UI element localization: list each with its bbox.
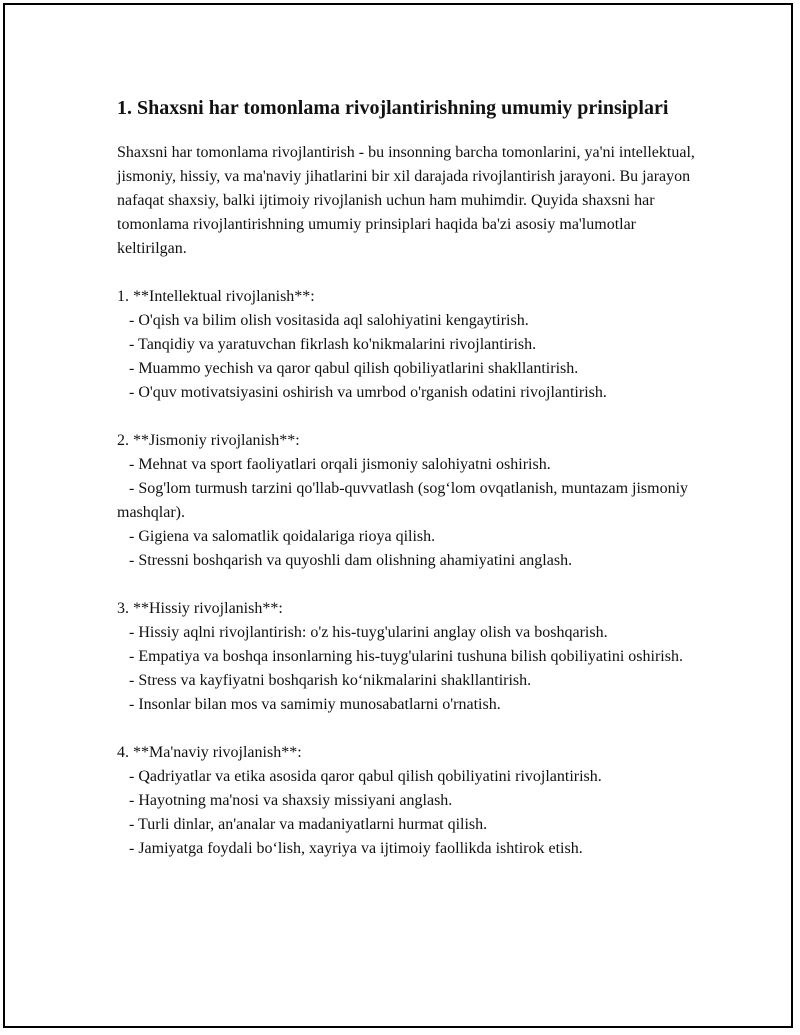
section-emotional bbox=[117, 597, 707, 717]
document-body bbox=[117, 94, 707, 861]
bullet-list bbox=[117, 309, 707, 405]
list-item: - Stressni boshqarish va quyoshli dam olishning ahamiyatini anglash. bbox=[117, 552, 573, 569]
list-item: - Sog'lom turmush tarzini qo'llab-quvvatlash (sog‘lom ovqatlanish, muntazam jismoniy mashqlar). bbox=[117, 480, 693, 521]
list-item: - Tanqidiy va yaratuvchan fikrlash ko'nikmalarini rivojlantirish. bbox=[117, 336, 537, 353]
bullet-list bbox=[117, 453, 707, 573]
list-item: - O'quv motivatsiyasini oshirish va umrbod o'rganish odatini rivojlantirish. bbox=[117, 384, 607, 401]
section-physical bbox=[117, 429, 707, 573]
section-heading: 2. **Jismoniy rivojlanish**: bbox=[117, 432, 300, 449]
document-title: 1. Shaxsni har tomonlama rivojlantirishning umumiy prinsiplari bbox=[117, 97, 669, 119]
list-item: - Turli dinlar, an'analar va madaniyatlarni hurmat qilish. bbox=[117, 816, 488, 833]
list-item: - Jamiyatga foydali bo‘lish, xayriya va ijtimoiy faollikda ishtirok etish. bbox=[117, 840, 583, 857]
list-item: - Qadriyatlar va etika asosida qaror qabul qilish qobiliyatini rivojlantirish. bbox=[117, 768, 602, 785]
list-item: - Empatiya va boshqa insonlarning his-tuyg'ularini tushuna bilish qobiliyatini oshirish. bbox=[117, 648, 683, 665]
list-item: - Gigiena va salomatlik qoidalariga rioya qilish. bbox=[117, 528, 436, 545]
list-item: - Stress va kayfiyatni boshqarish ko‘nikmalarini shakllantirish. bbox=[117, 672, 532, 689]
section-heading: 3. **Hissiy rivojlanish**: bbox=[117, 600, 283, 617]
list-item: - Hissiy aqlni rivojlantirish: o'z his-tuyg'ularini anglay olish va boshqarish. bbox=[117, 624, 608, 641]
section-heading: 1. **Intellektual rivojlanish**: bbox=[117, 288, 315, 305]
section-spiritual bbox=[117, 741, 707, 861]
section-intellectual bbox=[117, 285, 707, 405]
list-item: - Insonlar bilan mos va samimiy munosabatlarni o'rnatish. bbox=[117, 696, 501, 713]
list-item: - Hayotning ma'nosi va shaxsiy missiyani anglash. bbox=[117, 792, 453, 809]
list-item: - O'qish va bilim olish vositasida aql salohiyatini kengaytirish. bbox=[117, 312, 529, 329]
bullet-list bbox=[117, 765, 707, 861]
list-item: - Muammo yechish va qaror qabul qilish qobiliyatlarini shakllantirish. bbox=[117, 360, 579, 377]
section-heading: 4. **Ma'naviy rivojlanish**: bbox=[117, 744, 302, 761]
bullet-list bbox=[117, 621, 707, 717]
intro-paragraph: Shaxsni har tomonlama rivojlantirish - bu insonning barcha tomonlarini, ya'ni intellektual, jismoniy, hissiy, va ma'naviy jihatlarini bir xil darajada rivojlantirish jarayoni. Bu jarayon nafaqat shaxsiy, balki ijtimoiy rivojlanish uchun ham muhimdir. Quyida shaxsni har tomonlama rivojlantirishning umumiy prinsiplari haqida ba'zi asosiy ma'lumotlar keltirilgan. bbox=[117, 144, 695, 257]
list-item: - Mehnat va sport faoliyatlari orqali jismoniy salohiyatni oshirish. bbox=[117, 456, 551, 473]
